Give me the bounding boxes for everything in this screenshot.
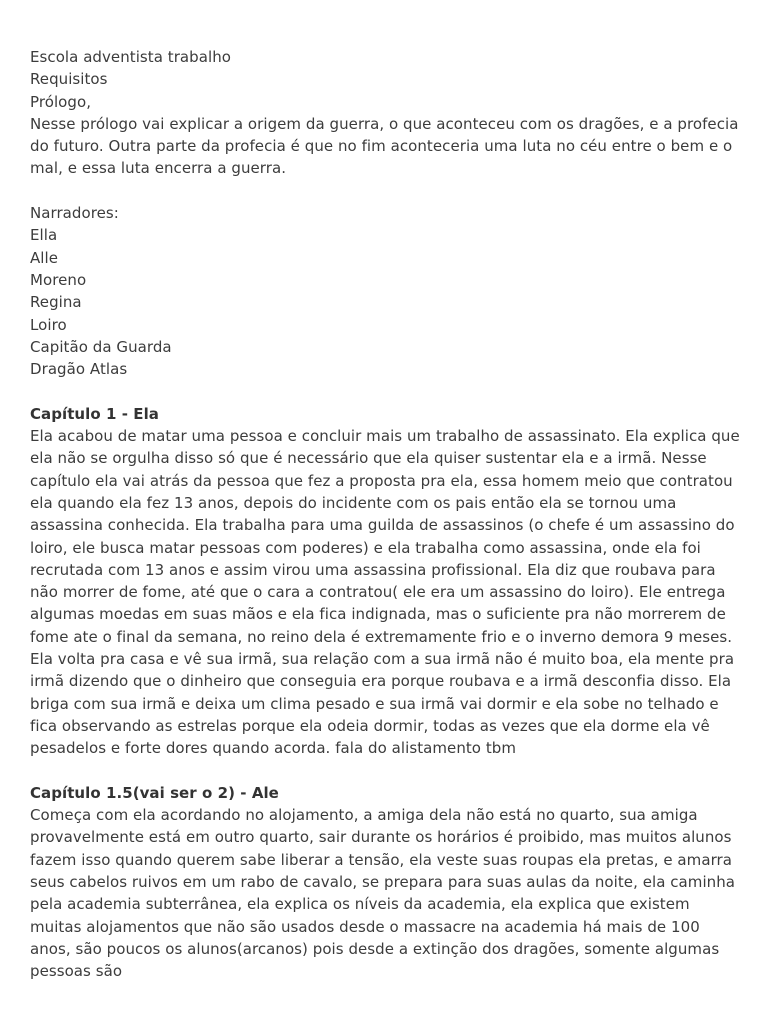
chapter-1-5-heading: Capítulo 1.5(vai ser o 2) - Ale <box>30 783 279 802</box>
narrator-item: Capitão da Guarda <box>30 337 172 356</box>
doc-title-line: Escola adventista trabalho <box>30 48 231 66</box>
chapter-1-heading: Capítulo 1 - Ela <box>30 404 159 423</box>
document-body <box>30 46 742 982</box>
narrator-item: Ella <box>30 226 58 245</box>
requirements-line: Requisitos <box>30 70 108 89</box>
prologue-heading: Prólogo, <box>30 92 92 111</box>
narrator-item: Alle <box>30 248 59 267</box>
narrator-item: Loiro <box>30 315 67 334</box>
narrator-item: Moreno <box>30 270 87 289</box>
narrators-heading: Narradores: <box>30 204 119 223</box>
prologue-paragraph: Nesse prólogo vai explicar a origem da guerra, o que aconteceu com os dragões, e a profecia do futuro. Outra parte da profecia é que no fim aconteceria uma luta no céu entre o bem e o mal, e essa luta encerra a guerra. <box>30 114 739 178</box>
chapter-1-5-paragraph: Começa com ela acordando no alojamento, a amiga dela não está no quarto, sua amiga provavelmente está em outro quarto, sair durante os horários é proibido, mas muitos alunos fazem isso quando querem sabe liberar a tensão, ela veste suas roupas ela pretas, e amarra seus cabelos ruivos em um rabo de cavalo, se prepara para suas aulas da noite, ela caminha pela academia subterrânea, ela explica os níveis da academia, ela explica que existem muitas alojamentos que não são usados desde o massacre na academia há mais de 100 anos, são poucos os alunos(arcanos) pois desde a extinção dos dragões, somente algumas pessoas são <box>30 806 736 981</box>
spacer <box>30 760 742 782</box>
chapter-1-paragraph: Ela acabou de matar uma pessoa e concluir mais um trabalho de assassinato. Ela explica que ela não se orgulha disso só que é necessário que ela quiser sustentar ela e a irmã. Nesse capítulo ela vai atrás da pessoa que fez a proposta pra ela, essa homem meio que contratou ela quando ela fez 13 anos, depois do incidente com os pais então ela se tornou uma assassina conhecida. Ela trabalha para uma guilda de assassinos (o chefe é um assassino do loiro, ele busca matar pessoas com poderes) e ela trabalha como assassina, onde ela foi recrutada com 13 anos e assim virou uma assassina profissional. Ela diz que roubava para não morrer de fome, até que o cara a contratou( ele era um assassino do loiro). Ele entrega algumas moedas em suas mãos e ela fica indignada, mas o suficiente pra não morrerem de fome ate o final da semana, no reino dela é extremamente frio e o inverno demora 9 meses. Ela volta pra casa e vê sua irmã, sua relação com a sua irmã não é muito boa, ela mente pra irmã dizendo que o dinheiro que conseguia era porque roubava e a irmã desconfia disso. Ela briga com sua irmã e deixa um clima pesado e sua irmã vai dormir e ela sobe no telhado e fica observando as estrelas porque ela odeia dormir, todas as vezes que ela dorme ela vê pesadelos e forte dores quando acorda. fala do alistamento tbm <box>30 427 740 758</box>
narrator-item: Dragão Atlas <box>30 360 128 379</box>
narrator-item: Regina <box>30 293 82 312</box>
spacer <box>30 180 742 202</box>
spacer <box>30 380 742 402</box>
